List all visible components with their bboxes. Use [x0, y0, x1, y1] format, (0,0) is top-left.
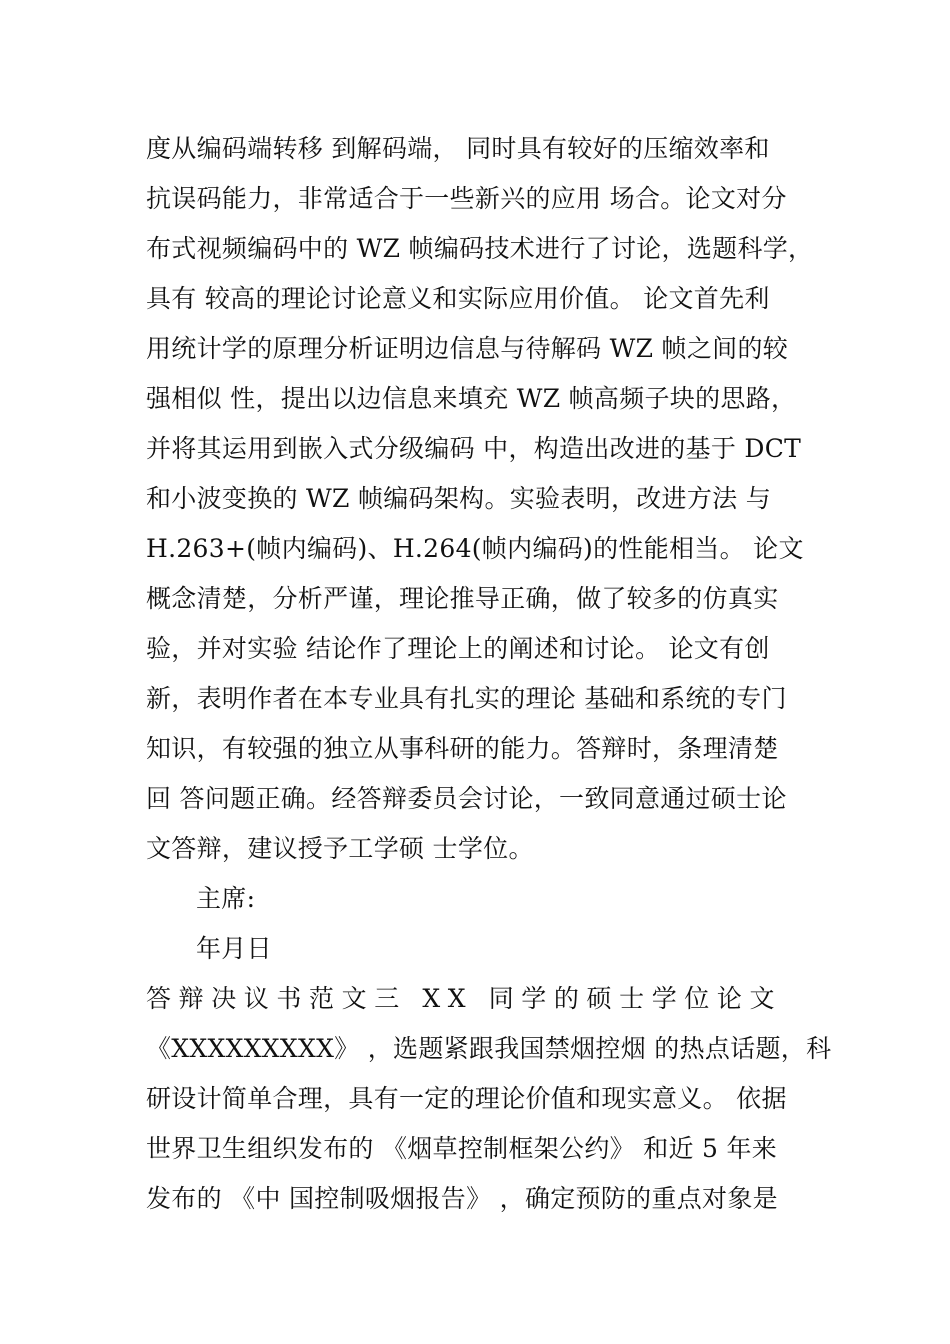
text-line: 并将其运用到嵌入式分级编码 中，构造出改进的基于 DCT	[146, 434, 802, 463]
text-line: 布式视频编码中的 WZ 帧编码技术进行了讨论，选题科学，	[146, 234, 814, 263]
chairman-signature-label: 主席:	[196, 884, 256, 913]
date-label: 年月日	[196, 934, 272, 963]
text-line: 研设计简单合理，具有一定的理论价值和现实意义。 依据	[146, 1084, 787, 1113]
text-line: 具有 较高的理论讨论意义和实际应用价值。 论文首先利	[146, 284, 770, 313]
text-line: 用统计学的原理分析证明边信息与待解码 WZ 帧之间的较	[146, 334, 789, 363]
text-line: H.263+(帧内编码)、H.264(帧内编码)的性能相当。 论文	[146, 534, 804, 563]
text-line: 发布的 《中 国控制吸烟报告》 ，确定预防的重点对象是	[146, 1184, 778, 1213]
text-line: 知识，有较强的独立从事科研的能力。答辩时，条理清楚	[146, 734, 779, 763]
text-line: 文答辩，建议授予工学硕 士学位。	[146, 834, 534, 863]
text-line: 新，表明作者在本专业具有扎实的理论 基础和系统的专门	[146, 684, 787, 713]
text-line: 回 答问题正确。经答辩委员会讨论，一致同意通过硕士论	[146, 784, 787, 813]
text-line: 抗误码能力，非常适合于一些新兴的应用 场合。论文对分	[146, 184, 787, 213]
text-line: 和小波变换的 WZ 帧编码架构。实验表明，改进方法 与	[146, 484, 772, 513]
text-line: 概念清楚，分析严谨，理论推导正确，做了较多的仿真实	[146, 584, 779, 613]
text-line: 《XXXXXXXXX》 ，选题紧跟我国禁烟控烟 的热点话题，科	[146, 1034, 832, 1063]
text-line: 度从编码端转移 到解码端， 同时具有较好的压缩效率和	[146, 134, 770, 163]
text-line: 强相似 性，提出以边信息来填充 WZ 帧高频子块的思路，	[146, 384, 797, 413]
section-heading-line: 答辩决议书范文三 XX 同学的硕士学位论文	[146, 984, 783, 1013]
text-line: 世界卫生组织发布的 《烟草控制框架公约》 和近 5 年来	[146, 1134, 778, 1163]
text-line: 验，并对实验 结论作了理论上的阐述和讨论。 论文有创	[146, 634, 770, 663]
